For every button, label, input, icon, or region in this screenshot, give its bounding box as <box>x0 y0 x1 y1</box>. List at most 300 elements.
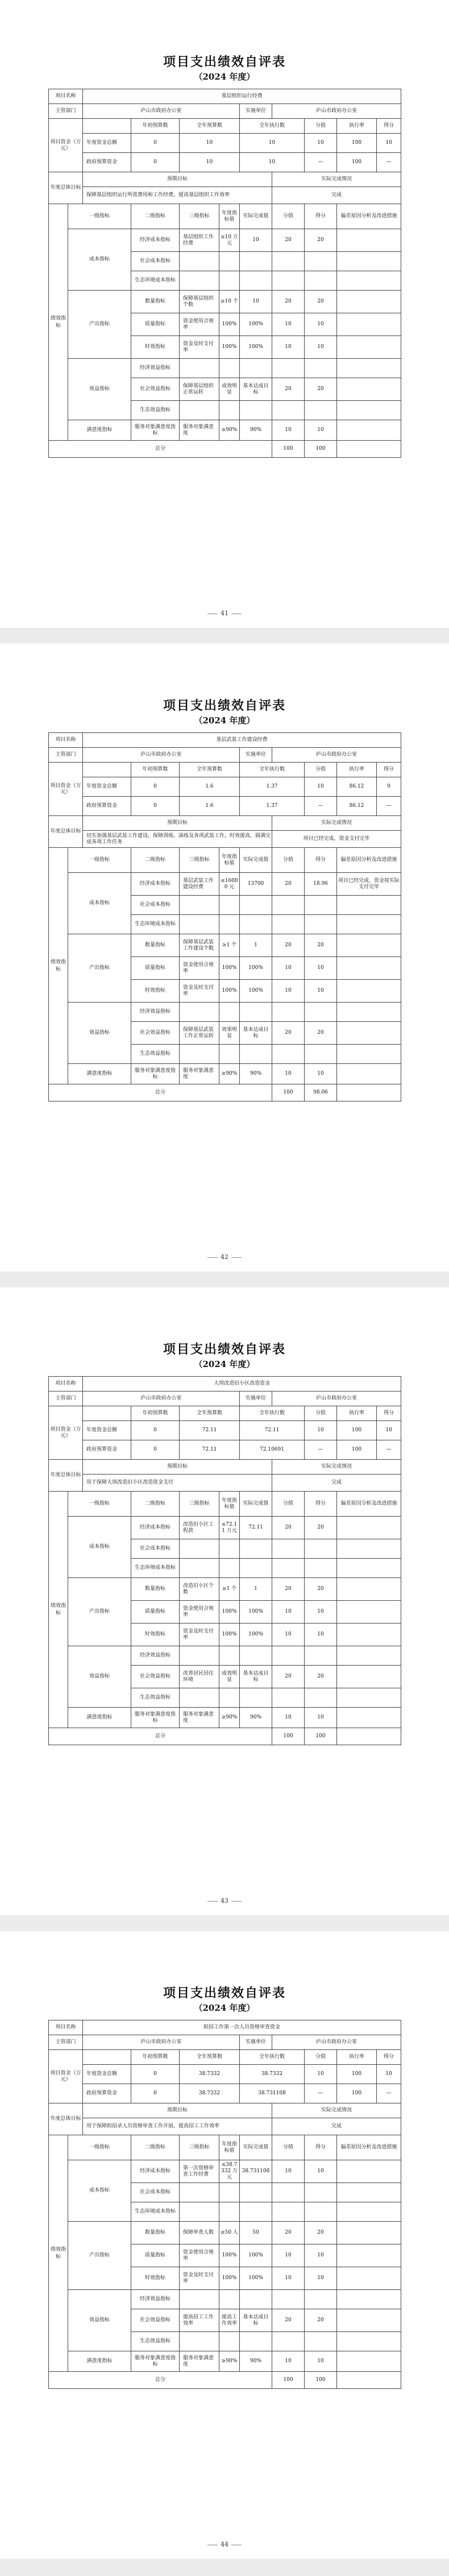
cost-item-actual: 72.11 <box>240 1517 272 1539</box>
output-item-score: 10 <box>305 1601 337 1624</box>
benefit-item-actual: 基本达成目标 <box>240 1022 272 1045</box>
fiscal-funds-annual-budget: 0 <box>131 1440 180 1460</box>
fiscal-funds-weight: — <box>305 2084 337 2103</box>
output-item-deviation <box>337 934 401 957</box>
cost-item-lvl3: 第一次资格审查工作经费 <box>180 2160 219 2183</box>
output-item-score: 20 <box>305 291 337 313</box>
cost-item-deviation: 项目已经完成，资金按实际支付完毕 <box>337 873 401 896</box>
sat-item-lvl3: 服务对象满意度 <box>180 1708 219 1728</box>
lvl3-header: 三级指标 <box>180 1492 219 1517</box>
eco-benefit-deviation-empty <box>337 2332 401 2351</box>
total-weight: 100 <box>272 1084 305 1101</box>
eco-benefit-score-empty <box>305 1045 337 1064</box>
actual-done-value: 完成 <box>272 1475 401 1492</box>
fiscal-funds-annual-budget: 0 <box>131 797 180 816</box>
blank-cell <box>83 2050 131 2065</box>
dept-label: 主管部门 <box>49 2035 83 2050</box>
social-cost-label: 社会成本指标 <box>131 2183 180 2202</box>
eco-benefit-score-empty <box>305 401 337 420</box>
lvl1-header: 一级指标 <box>68 1492 131 1517</box>
page-number-value: 44 <box>221 2541 228 2548</box>
output-item-lvl3: 资金及时支付率 <box>180 2267 219 2290</box>
exec-rate-header: 执行率 <box>337 1406 377 1421</box>
impl-unit-value: 庐山市政府办公室 <box>272 748 401 763</box>
social-cost-deviation-empty <box>337 1539 401 1559</box>
form-year: （2024 年度） <box>194 2003 255 2013</box>
annual-index-header: 年度指标值 <box>219 848 240 873</box>
sat-item-weight: 10 <box>272 2351 305 2372</box>
output-item-deviation <box>337 980 401 1003</box>
impl-unit-label: 实施单位 <box>240 1391 272 1406</box>
eco-cost-weight-empty <box>272 1559 305 1578</box>
econ-benefit-lvl3-empty <box>180 359 219 378</box>
cost-indicator-label: 成本指标 <box>68 1517 131 1578</box>
benefit-item-weight: 20 <box>272 1022 305 1045</box>
output-lvl2: 数量指标 <box>131 934 180 957</box>
econ-benefit-target-empty <box>219 2290 240 2309</box>
output-item-weight: 10 <box>272 980 305 1003</box>
output-item-score: 10 <box>305 2244 337 2267</box>
eco-benefit-label: 生态效益指标 <box>131 1045 180 1064</box>
cost-item-actual: 38.731108 <box>240 2160 272 2183</box>
social-cost-score-empty <box>305 1539 337 1559</box>
cost-indicator-label: 成本指标 <box>68 2160 131 2222</box>
econ-benefit-actual-empty <box>240 1646 272 1666</box>
benefit-item-weight: 20 <box>272 2309 305 2332</box>
eco-cost-label: 生态环境成本指标 <box>131 2202 180 2222</box>
annual-target-label: 年度总体目标 <box>49 1460 83 1492</box>
output-item-deviation <box>337 957 401 980</box>
output-lvl2: 时效指标 <box>131 1624 180 1646</box>
eco-cost-label: 生态环境成本指标 <box>131 271 180 291</box>
eco-cost-score-empty <box>305 2202 337 2222</box>
output-item-lvl3: 资金及时支付率 <box>180 336 219 359</box>
page-number <box>0 1897 449 1904</box>
cost-item-lvl3: 基层武装工作建设经费 <box>180 873 219 896</box>
eco-benefit-deviation-empty <box>337 1045 401 1064</box>
page-number-rule <box>207 1257 218 1258</box>
full-budget-header: 全年预算数 <box>180 763 240 777</box>
benefit-item-deviation <box>337 2309 401 2332</box>
weight-header: 分值 <box>272 2135 305 2160</box>
annual-funds-label: 年度资金总额 <box>83 777 131 797</box>
full-exec-header: 全年执行数 <box>240 119 305 134</box>
social-cost-deviation-empty <box>337 2183 401 2202</box>
actual-value-header: 实际完成值 <box>240 204 272 229</box>
form-year: （2024 年度） <box>194 715 255 726</box>
annual-funds-full-exec: 1.37 <box>240 777 305 797</box>
page-number <box>0 1253 449 1261</box>
dept-label: 主管部门 <box>49 104 83 119</box>
full-budget-header: 全年预算数 <box>180 2050 240 2065</box>
econ-benefit-score-empty <box>305 1003 337 1022</box>
sat-item-lvl3: 服务对象满意度 <box>180 2351 219 2372</box>
eco-benefit-actual-empty <box>240 401 272 420</box>
cost-item-score: 10 <box>305 2160 337 2183</box>
perf-indicator-label: 绩效指标 <box>49 204 68 441</box>
output-indicator-label: 产出指标 <box>68 1578 131 1646</box>
econ-benefit-actual-empty <box>240 1003 272 1022</box>
eco-cost-deviation-empty <box>337 915 401 934</box>
annual-funds-weight: 10 <box>305 777 337 797</box>
output-item-actual: 100% <box>240 313 272 336</box>
output-item-actual: 100% <box>240 980 272 1003</box>
eco-benefit-target-empty <box>219 401 240 420</box>
deviation-header: 偏差原因分析及改进措施 <box>337 1492 401 1517</box>
benefit-indicator-label: 效益指标 <box>68 359 131 420</box>
evaluation-table <box>48 2020 401 2389</box>
output-item-actual: 1 <box>240 1578 272 1601</box>
eco-benefit-weight-empty <box>272 401 305 420</box>
eco-cost-lvl3-empty <box>180 2202 219 2222</box>
annual-target-label: 年度总体目标 <box>49 816 83 848</box>
output-item-weight: 10 <box>272 1624 305 1646</box>
eco-benefit-target-empty <box>219 1688 240 1708</box>
full-exec-header: 全年执行数 <box>240 1406 305 1421</box>
output-item-deviation <box>337 336 401 359</box>
perf-indicator-label: 绩效指标 <box>49 2135 68 2372</box>
social-cost-lvl3-empty <box>180 896 219 915</box>
funds-label: 项目资金（万元） <box>49 763 83 816</box>
output-item-deviation <box>337 1578 401 1601</box>
eco-cost-target-empty <box>219 1559 240 1578</box>
eco-benefit-lvl3-empty <box>180 1688 219 1708</box>
econ-benefit-score-empty <box>305 359 337 378</box>
econ-benefit-actual-empty <box>240 359 272 378</box>
expected-goal-value: 切实加强基层武装工作建设，保障训练、演练及各项武装工作，时效提高，圆满完成各项工作任务 <box>83 831 272 848</box>
actual-done-value: 完成 <box>272 2118 401 2135</box>
eco-cost-actual-empty <box>240 2202 272 2222</box>
eco-cost-target-empty <box>219 2202 240 2222</box>
annual-budget-header: 年初预算数 <box>131 1406 180 1421</box>
cost-item-weight: 20 <box>272 873 305 896</box>
cost-item-lvl3: 改造旧小区工程款 <box>180 1517 219 1539</box>
lvl3-header: 三级指标 <box>180 848 219 873</box>
annual-funds-weight: 10 <box>305 1421 337 1440</box>
project-name-value: 大坝改造旧小区改造资金 <box>83 1377 401 1391</box>
output-item-target: 100% <box>219 313 240 336</box>
econ-benefit-weight-empty <box>272 359 305 378</box>
benefit-item-target: 成效明显 <box>219 378 240 401</box>
exec-rate-header: 执行率 <box>337 2050 377 2065</box>
fiscal-funds-full-budget: 38.7332 <box>180 2084 240 2103</box>
funds-label: 项目资金（万元） <box>49 2050 83 2103</box>
econ-benefit-target-empty <box>219 1646 240 1666</box>
lvl2-header: 二级指标 <box>131 1492 180 1517</box>
annual-funds-label: 年度资金总额 <box>83 134 131 153</box>
eco-cost-actual-empty <box>240 915 272 934</box>
output-lvl2: 质量指标 <box>131 2244 180 2267</box>
eco-cost-score-empty <box>305 1559 337 1578</box>
benefit-item-score: 20 <box>305 1666 337 1688</box>
fiscal-funds-weight: — <box>305 797 337 816</box>
econ-benefit-deviation-empty <box>337 1646 401 1666</box>
page-number <box>0 2541 449 2548</box>
annual-target-label: 年度总体目标 <box>49 172 83 204</box>
impl-unit-value: 庐山市政府办公室 <box>272 104 401 119</box>
actual-done-header: 实际完成情况 <box>272 172 401 187</box>
sat-item-lvl3: 服务对象满意度 <box>180 1064 219 1084</box>
output-item-weight: 20 <box>272 2222 305 2244</box>
sat-item-actual: 90% <box>240 2351 272 2372</box>
social-cost-score-empty <box>305 2183 337 2202</box>
output-item-score: 20 <box>305 1578 337 1601</box>
social-cost-label: 社会成本指标 <box>131 896 180 915</box>
project-name-value: 基层组织运行经费 <box>83 89 401 104</box>
econ-benefit-lvl3-empty <box>180 2290 219 2309</box>
fiscal-funds-score: — <box>377 153 401 172</box>
sat-item-target: ≥90% <box>219 420 240 441</box>
fiscal-funds-weight: — <box>305 153 337 172</box>
sat-item-weight: 10 <box>272 1708 305 1728</box>
weight-header: 分值 <box>272 848 305 873</box>
econ-cost-label: 经济成本指标 <box>131 229 180 252</box>
expected-goal-value: 用于保障大坝改造旧小区改造资金支付 <box>83 1475 272 1492</box>
output-item-weight: 20 <box>272 1578 305 1601</box>
eco-cost-actual-empty <box>240 1559 272 1578</box>
output-item-actual: 100% <box>240 2267 272 2290</box>
benefit-item-target: 成效明显 <box>219 1666 240 1688</box>
annual-funds-full-exec: 72.11 <box>240 1421 305 1440</box>
output-item-weight: 10 <box>272 336 305 359</box>
econ-cost-label: 经济成本指标 <box>131 1517 180 1539</box>
cost-item-target: ≤10 万元 <box>219 229 240 252</box>
score-weight-header: 分值 <box>305 763 337 777</box>
expected-goal-value: 保障基层组织运行所需费用和工作经费，提高基层组织工作效率 <box>83 187 272 204</box>
social-cost-label: 社会成本指标 <box>131 252 180 271</box>
output-item-target: ≥1 个 <box>219 934 240 957</box>
fiscal-funds-score: — <box>377 1440 401 1460</box>
deviation-header: 偏差原因分析及改进措施 <box>337 2135 401 2160</box>
dept-label: 主管部门 <box>49 1391 83 1406</box>
eco-cost-score-empty <box>305 271 337 291</box>
annual-funds-annual-budget: 0 <box>131 134 180 153</box>
total-label: 总分 <box>49 2372 272 2389</box>
econ-benefit-lvl3-empty <box>180 1003 219 1022</box>
econ-cost-label: 经济成本指标 <box>131 873 180 896</box>
annual-funds-weight: 10 <box>305 2065 337 2084</box>
sat-item-score: 10 <box>305 1064 337 1084</box>
output-item-lvl3: 改造旧小区个数 <box>180 1578 219 1601</box>
total-blank <box>337 1728 401 1745</box>
total-score: 98.06 <box>305 1084 337 1101</box>
annual-funds-exec-rate: 86.12 <box>337 777 377 797</box>
cost-item-target: ≤38.7332 万元 <box>219 2160 240 2183</box>
eco-benefit-weight-empty <box>272 2332 305 2351</box>
cost-item-weight: 20 <box>272 229 305 252</box>
actual-done-header: 实际完成情况 <box>272 816 401 831</box>
social-cost-actual-empty <box>240 2183 272 2202</box>
output-item-lvl3: 保障基层组织个数 <box>180 291 219 313</box>
eco-benefit-label: 生态效益指标 <box>131 1688 180 1708</box>
cost-indicator-label: 成本指标 <box>68 873 131 934</box>
econ-benefit-weight-empty <box>272 1003 305 1022</box>
project-name-label: 项目名称 <box>49 89 83 104</box>
econ-benefit-label: 经济效益指标 <box>131 359 180 378</box>
expected-goal-header: 预期目标 <box>83 172 272 187</box>
cost-item-target: ≤16000 元 <box>219 873 240 896</box>
weight-header: 分值 <box>272 204 305 229</box>
annual-funds-annual-budget: 0 <box>131 777 180 797</box>
output-item-lvl3: 保障审查人数 <box>180 2222 219 2244</box>
total-score: 100 <box>305 2372 337 2389</box>
econ-benefit-deviation-empty <box>337 1003 401 1022</box>
eco-cost-label: 生态环境成本指标 <box>131 915 180 934</box>
eco-benefit-target-empty <box>219 1045 240 1064</box>
annual-budget-header: 年初预算数 <box>131 763 180 777</box>
dept-value: 庐山市政府办公室 <box>83 1391 240 1406</box>
form-title: 项目支出绩效自评表 <box>163 698 286 713</box>
project-name-label: 项目名称 <box>49 733 83 748</box>
output-item-actual: 10 <box>240 291 272 313</box>
eco-benefit-weight-empty <box>272 1045 305 1064</box>
expected-goal-header: 预期目标 <box>83 1460 272 1475</box>
annual-funds-score: 9 <box>377 777 401 797</box>
page <box>0 1931 449 2559</box>
evaluation-table <box>48 89 401 458</box>
output-item-target: 100% <box>219 2267 240 2290</box>
score-header: 得分 <box>377 119 401 134</box>
econ-benefit-target-empty <box>219 359 240 378</box>
output-item-deviation <box>337 1601 401 1624</box>
output-lvl2: 质量指标 <box>131 313 180 336</box>
benefit-indicator-label: 效益指标 <box>68 1003 131 1064</box>
cost-item-target: ≤72.11 万元 <box>219 1517 240 1539</box>
benefit-item-target: 效果明显 <box>219 1022 240 1045</box>
eco-cost-target-empty <box>219 915 240 934</box>
lvl2-header: 二级指标 <box>131 2135 180 2160</box>
output-item-actual: 100% <box>240 336 272 359</box>
output-item-actual: 100% <box>240 957 272 980</box>
econ-cost-label: 经济成本指标 <box>131 2160 180 2183</box>
annual-funds-full-budget: 72.11 <box>180 1421 240 1440</box>
fiscal-funds-score: — <box>377 797 401 816</box>
cost-item-weight: 10 <box>272 2160 305 2183</box>
output-item-lvl3: 保障基层武装工作建设个数 <box>180 934 219 957</box>
actual-done-header: 实际完成情况 <box>272 1460 401 1475</box>
actual-value-header: 实际完成值 <box>240 2135 272 2160</box>
econ-benefit-label: 经济效益指标 <box>131 2290 180 2309</box>
annual-funds-annual-budget: 0 <box>131 2065 180 2084</box>
benefit-item-lvl3: 改善居民居住环境 <box>180 1666 219 1688</box>
form-title: 项目支出绩效自评表 <box>163 1342 286 1357</box>
output-item-weight: 10 <box>272 2244 305 2267</box>
social-cost-lvl3-empty <box>180 252 219 271</box>
impl-unit-value: 庐山市政府办公室 <box>272 1391 401 1406</box>
actual-value-header: 实际完成值 <box>240 1492 272 1517</box>
form-year: （2024 年度） <box>194 1359 255 1369</box>
output-item-target: 100% <box>219 957 240 980</box>
lvl1-header: 一级指标 <box>68 204 131 229</box>
econ-benefit-score-empty <box>305 1646 337 1666</box>
fiscal-funds-full-exec: 38.731108 <box>240 2084 305 2103</box>
output-lvl2: 时效指标 <box>131 336 180 359</box>
output-item-weight: 10 <box>272 1601 305 1624</box>
service-sat-label: 服务对象满意度指标 <box>131 420 180 441</box>
sat-item-score: 10 <box>305 1708 337 1728</box>
total-weight: 100 <box>272 441 305 458</box>
form-title: 项目支出绩效自评表 <box>163 1986 286 2001</box>
econ-benefit-target-empty <box>219 1003 240 1022</box>
sat-item-target: ≥90% <box>219 2351 240 2372</box>
fiscal-funds-full-exec: 72.10691 <box>240 1440 305 1460</box>
total-blank <box>337 2372 401 2389</box>
page-number-rule <box>231 1901 242 1902</box>
satisfaction-indicator-label: 满意度指标 <box>68 1708 131 1728</box>
econ-benefit-deviation-empty <box>337 359 401 378</box>
fiscal-funds-full-exec: 1.37 <box>240 797 305 816</box>
output-item-deviation <box>337 291 401 313</box>
eco-cost-score-empty <box>305 915 337 934</box>
sat-item-score: 10 <box>305 420 337 441</box>
output-item-lvl3: 资金使用合规率 <box>180 313 219 336</box>
total-score: 100 <box>305 441 337 458</box>
social-cost-deviation-empty <box>337 896 401 915</box>
annual-funds-exec-rate: 100 <box>337 2065 377 2084</box>
full-budget-header: 全年预算数 <box>180 119 240 134</box>
benefit-item-actual: 基本达成目标 <box>240 2309 272 2332</box>
output-item-lvl3: 资金使用合规率 <box>180 957 219 980</box>
output-item-score: 20 <box>305 934 337 957</box>
total-blank <box>337 1084 401 1101</box>
social-cost-label: 社会成本指标 <box>131 1539 180 1559</box>
benefit-item-weight: 20 <box>272 1666 305 1688</box>
benefit-item-actual: 基本达成目标 <box>240 1666 272 1688</box>
econ-benefit-weight-empty <box>272 1646 305 1666</box>
full-budget-header: 全年预算数 <box>180 1406 240 1421</box>
social-benefit-label: 社会效益指标 <box>131 1666 180 1688</box>
actual-done-value: 项目已经完成，资金支付完毕 <box>272 831 401 848</box>
score-header: 得分 <box>305 1492 337 1517</box>
lvl2-header: 二级指标 <box>131 204 180 229</box>
dept-value: 庐山市政府办公室 <box>83 104 240 119</box>
actual-value-header: 实际完成值 <box>240 848 272 873</box>
eco-benefit-lvl3-empty <box>180 401 219 420</box>
project-name-label: 项目名称 <box>49 1377 83 1391</box>
eco-benefit-deviation-empty <box>337 401 401 420</box>
fiscal-funds-full-budget: 72.11 <box>180 1440 240 1460</box>
social-cost-score-empty <box>305 252 337 271</box>
cost-item-deviation <box>337 1517 401 1539</box>
social-cost-weight-empty <box>272 1539 305 1559</box>
annual-funds-weight: 10 <box>305 134 337 153</box>
cost-indicator-label: 成本指标 <box>68 229 131 291</box>
benefit-item-deviation <box>337 1022 401 1045</box>
project-name-value: 拟招工作第一次人员资格审查资金 <box>83 2020 401 2035</box>
eco-cost-weight-empty <box>272 915 305 934</box>
output-item-weight: 20 <box>272 934 305 957</box>
total-score: 100 <box>305 1728 337 1745</box>
output-item-score: 10 <box>305 980 337 1003</box>
eco-benefit-label: 生态效益指标 <box>131 401 180 420</box>
eco-cost-weight-empty <box>272 271 305 291</box>
annual-target-label: 年度总体目标 <box>49 2103 83 2135</box>
perf-indicator-label: 绩效指标 <box>49 1492 68 1728</box>
eco-cost-target-empty <box>219 271 240 291</box>
cost-item-weight: 20 <box>272 1517 305 1539</box>
deviation-header: 偏差原因分析及改进措施 <box>337 848 401 873</box>
social-cost-deviation-empty <box>337 252 401 271</box>
total-weight: 100 <box>272 1728 305 1745</box>
cost-item-deviation <box>337 229 401 252</box>
perf-indicator-label: 绩效指标 <box>49 848 68 1084</box>
sat-item-deviation <box>337 1708 401 1728</box>
output-item-score: 10 <box>305 313 337 336</box>
output-item-score: 10 <box>305 336 337 359</box>
actual-done-header: 实际完成情况 <box>272 2103 401 2118</box>
output-item-weight: 20 <box>272 291 305 313</box>
output-item-target: 100% <box>219 980 240 1003</box>
